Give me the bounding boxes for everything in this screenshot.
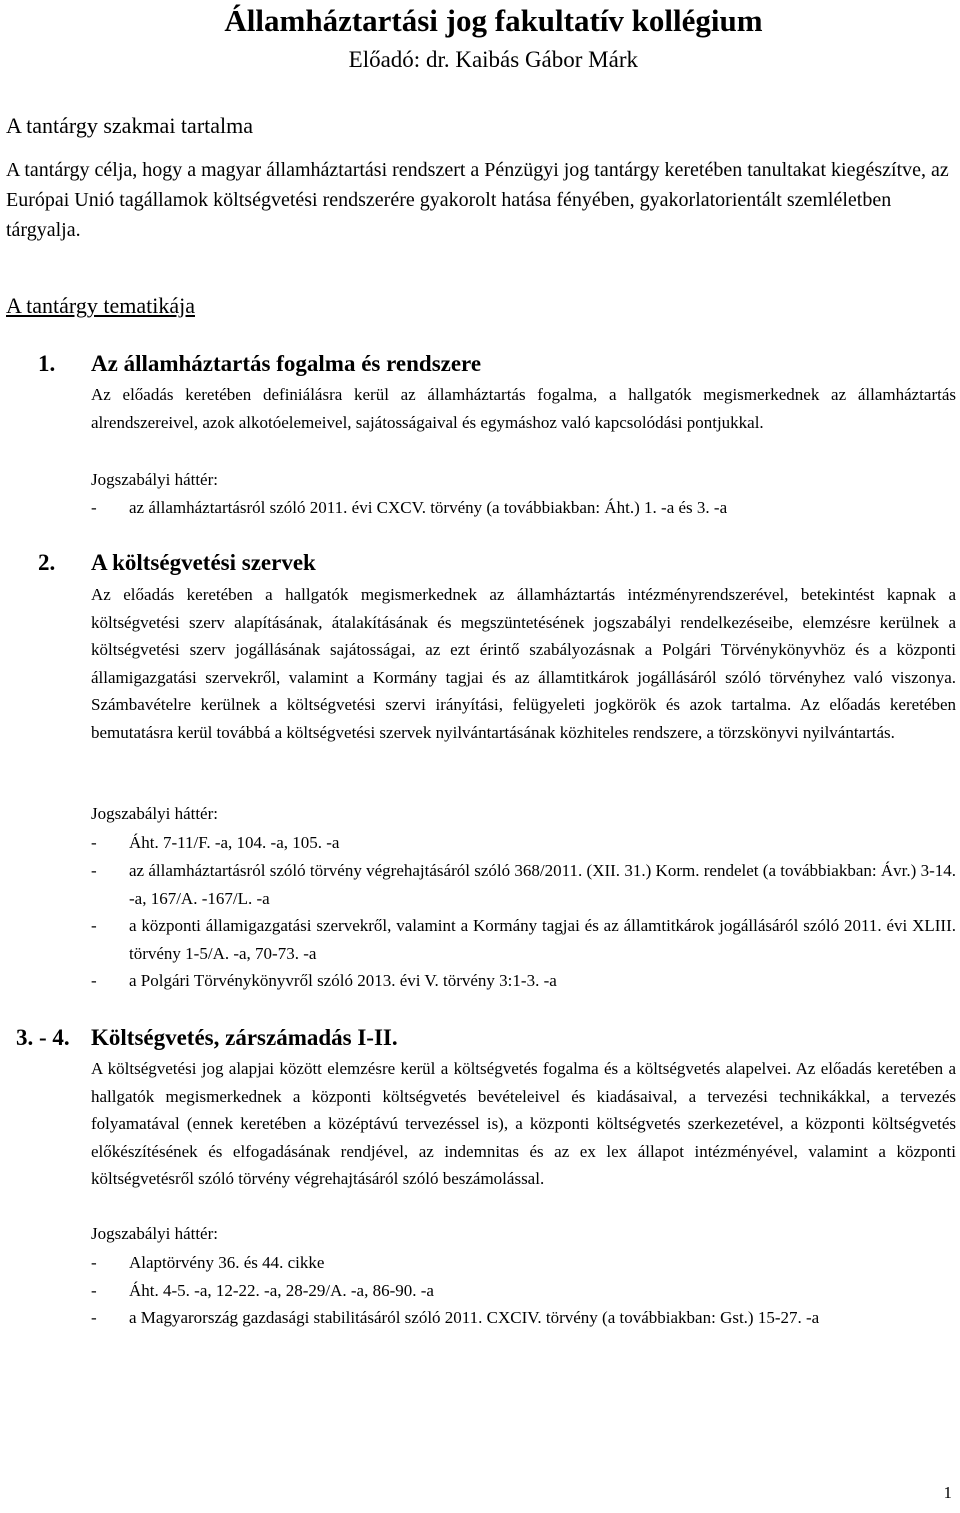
- lecturer-line: Előadó: dr. Kaibás Gábor Márk: [348, 47, 638, 72]
- topic-2-law-item: [91, 967, 956, 995]
- topics-heading: A tantárgy tematikája: [6, 293, 195, 318]
- topic-2-title: A költségvetési szervek: [91, 550, 316, 575]
- intro-paragraph: A tantárgy célja, hogy a magyar államháztartási rendszert a Pénzügyi jog tantárgy keretében tanultakat kiegészítve, az Európai Unió tagállamok költségvetési rendszerére gyakorolt hatása fényében, gyakorlatorientált szemléletben tárgyalja.: [6, 159, 949, 241]
- list-dash: -: [91, 498, 97, 517]
- law-text: Áht. 4-5. -a, 12-22. -a, 28-29/A. -a, 86-90. -a: [129, 1281, 434, 1300]
- topic-2-legal-label: Jogszabályi háttér:: [91, 804, 218, 823]
- page-number: 1: [943, 1483, 952, 1502]
- law-text: a központi államigazgatási szervekről, valamint a Kormány tagjai és az államtitkárok jogállásáról szóló 2011. évi XLIII. törvény 1-5/A. -a, 70-73. -a: [129, 916, 956, 963]
- law-text: az államháztartásról szóló törvény végrehajtásáról szóló 368/2011. (XII. 31.) Korm. rendelet (a továbbiakban: Ávr.) 3-14. -a, 167/A. -167/L. -a: [129, 861, 956, 908]
- law-text: Alaptörvény 36. és 44. cikke: [129, 1253, 325, 1272]
- topic-1-legal-label: Jogszabályi háttér:: [91, 470, 218, 489]
- list-dash: -: [91, 971, 97, 990]
- topic-3-description: A költségvetési jog alapjai között elemzésre kerül a költségvetés fogalma és a költségvetés alapelvei. Az előadás keretében a hallgatók megismerkednek a központi költségvetés bevételeivel és kiadásaival, a tervezési technikákkal, a tervezés folyamatával (ennek keretében a középtávú tervezéssel is), a központi költségvetés szerkezetével, a központi költségvetés előkészítésének és elfogadásának rendjével, az indemnitas és az ex lex állapot intézményével, valamint a központi költségvetésről szóló törvény végrehajtásáról szóló beszámolással.: [91, 1059, 956, 1189]
- document-title: Államháztartási jog fakultatív kollégium: [224, 3, 763, 38]
- topic-2-description: Az előadás keretében a hallgatók megismerkednek az államháztartás intézményrendszerével, betekintést kapnak a költségvetési szerv alapításának, átalakításának és megszüntetésének jogszabályi rendelkezéseibe, elemzésre kerülnek a költségvetési szerv jogállásának sajátosságai, az ezt érintő szabályozásnak a Polgári Törvénykönyvhöz és a központi államigazgatási szervekről, valamint a Kormány tagjai és az államtitkárok jogállásáról szóló törvényhez való viszonya. Számbavételre kerülnek a költségvetési szervi irányítási, felügyeleti jogkörök és azok tartalma. Az előadás keretében bemutatásra kerül továbbá a költségvetési szervek nyilvántartásának közhiteles rendszere, a törzskönyvi nyilvántartás.: [91, 585, 956, 742]
- law-text: az államháztartásról szóló 2011. évi CXCV. törvény (a továbbiakban: Áht.) 1. -a és 3. -a: [129, 498, 728, 517]
- content-heading: A tantárgy szakmai tartalma: [6, 113, 254, 138]
- topic-3-law-item: [91, 1304, 956, 1332]
- topic-3-law-item: [91, 1277, 956, 1305]
- law-text: Áht. 7-11/F. -a, 104. -a, 105. -a: [129, 833, 340, 852]
- list-dash: -: [91, 861, 97, 880]
- topic-2-law-item: [91, 912, 956, 967]
- topic-3-legal-label: Jogszabályi háttér:: [91, 1224, 218, 1243]
- topic-1-number: 1.: [38, 351, 56, 376]
- topic-1-title: Az államháztartás fogalma és rendszere: [91, 351, 482, 376]
- topic-2-number: 2.: [38, 550, 56, 575]
- law-text: a Magyarország gazdasági stabilitásáról szóló 2011. CXCIV. törvény (a továbbiakban: Gst.) 15-27. -a: [129, 1308, 820, 1327]
- topic-1-law-item: [91, 494, 956, 522]
- topic-2-law-item: [91, 829, 956, 857]
- topic-3-law-item: [91, 1249, 956, 1277]
- topic-2-law-item: [91, 857, 956, 912]
- topic-1-description: Az előadás keretében definiálásra kerül az államháztartás fogalma, a hallgatók megismerkednek az államháztartás alrendszereivel, azok alkotóelemeivel, sajátosságaival és egymáshoz való kapcsolódási pontjukkal.: [91, 385, 956, 432]
- list-dash: -: [91, 916, 97, 935]
- list-dash: -: [91, 1308, 97, 1327]
- topic-3-title: Költségvetés, zárszámadás I-II.: [91, 1025, 398, 1050]
- list-dash: -: [91, 833, 97, 852]
- list-dash: -: [91, 1253, 97, 1272]
- law-text: a Polgári Törvénykönyvről szóló 2013. évi V. törvény 3:1-3. -a: [129, 971, 557, 990]
- topic-3-number: 3. - 4.: [16, 1025, 70, 1050]
- list-dash: -: [91, 1281, 97, 1300]
